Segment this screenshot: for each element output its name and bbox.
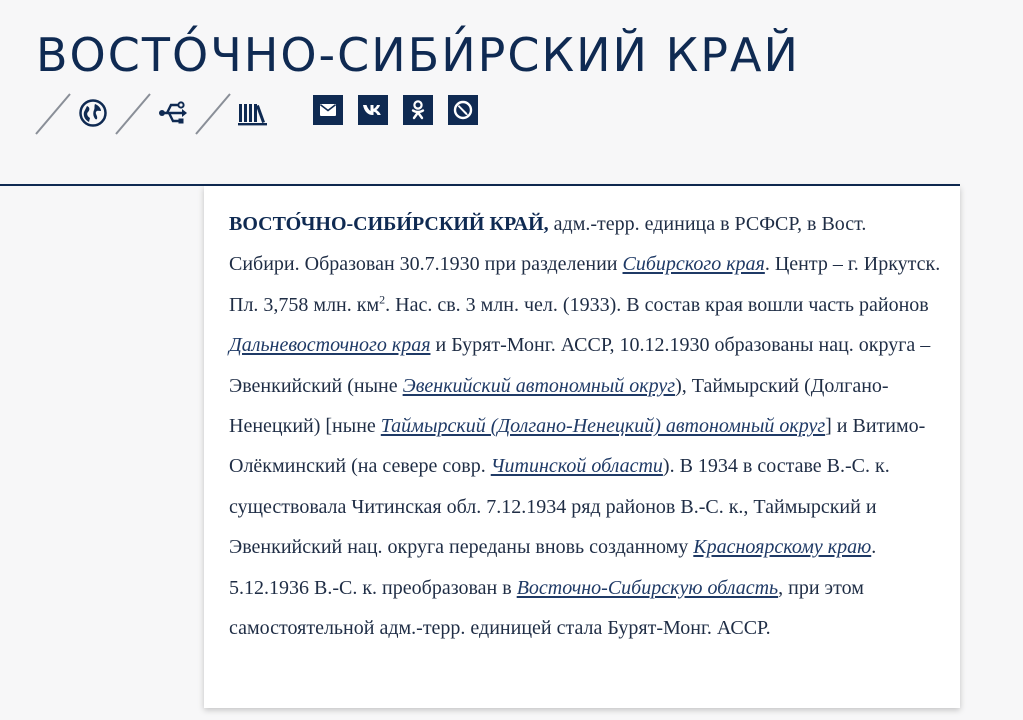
article-text-segment: ). В 1934 в составе В.-С. к. существовала Читинская обл. 7.12.1934 ряд районов В.-С. к., Таймырский и Эвенкийский нац. округа переданы вновь созданному — [229, 455, 890, 559]
article-text-segment: ), Таймырский (Долгано-Ненецкий) [ныне — [229, 374, 889, 438]
vk-icon[interactable] — [358, 95, 388, 125]
page-title: ВОСТО́ЧНО-СИБИ́РСКИЙ КРАЙ — [36, 28, 800, 82]
odnoklassniki-icon[interactable] — [403, 95, 433, 125]
divider-slash — [114, 90, 152, 136]
usb-share-icon[interactable] — [156, 96, 190, 130]
link-vostochno-sibirskaya-oblast[interactable]: Восточно-Сибирскую область — [516, 576, 779, 599]
article-text-segment: . 5.12.1936 В.-С. к. преобразован в — [229, 536, 877, 599]
divider-slash — [194, 90, 232, 136]
link-evenkiysky-okrug[interactable]: Эвенкийский автономный округ — [402, 374, 676, 397]
link-sibirsky-krai[interactable]: Сибирского края — [622, 253, 765, 276]
article-text-segment: . Центр – г. Иркутск. Пл. 3,758 млн. км — [229, 253, 941, 316]
article-headword: ВОСТО́ЧНО-СИБИ́РСКИЙ КРАЙ, — [229, 213, 549, 235]
link-krasnoyarsky-krai[interactable]: Красноярскому краю — [693, 536, 872, 559]
article-text-segment: . Нас. св. 3 млн. чел. (1933). В состав края вошли часть районов — [385, 293, 929, 316]
article-body — [229, 204, 941, 648]
article-text-segment: и Бурят-Монг. АССР, 10.12.1930 образованы нац. округа – Эвенкийский (ныне — [229, 334, 931, 397]
article-text-segment: адм.-терр. единица в РСФСР, в Вост. Сибири. Образован 30.7.1930 при разделении — [229, 213, 867, 276]
superscript-2: 2 — [379, 292, 386, 307]
share-buttons — [313, 95, 478, 125]
link-chitinskaya-oblast[interactable]: Читинской области — [490, 455, 663, 478]
article-text-segment: ] и Витимо-Олёкминский (на севере совр. — [229, 415, 926, 478]
livejournal-icon[interactable] — [448, 95, 478, 125]
link-dalnevostochny-krai[interactable]: Дальневосточного края — [229, 334, 431, 357]
article-toolbar — [34, 90, 274, 136]
mail-icon[interactable] — [313, 95, 343, 125]
globe-icon[interactable] — [76, 96, 110, 130]
divider-slash — [34, 90, 72, 136]
link-taymyrsky-okrug[interactable]: Таймырский (Долгано-Ненецкий) автономный округ — [380, 415, 826, 438]
library-icon[interactable] — [236, 96, 270, 130]
article-text-segment: , при этом самостоятельной адм.-терр. единицей стала Бурят-Монг. АССР. — [229, 576, 864, 640]
